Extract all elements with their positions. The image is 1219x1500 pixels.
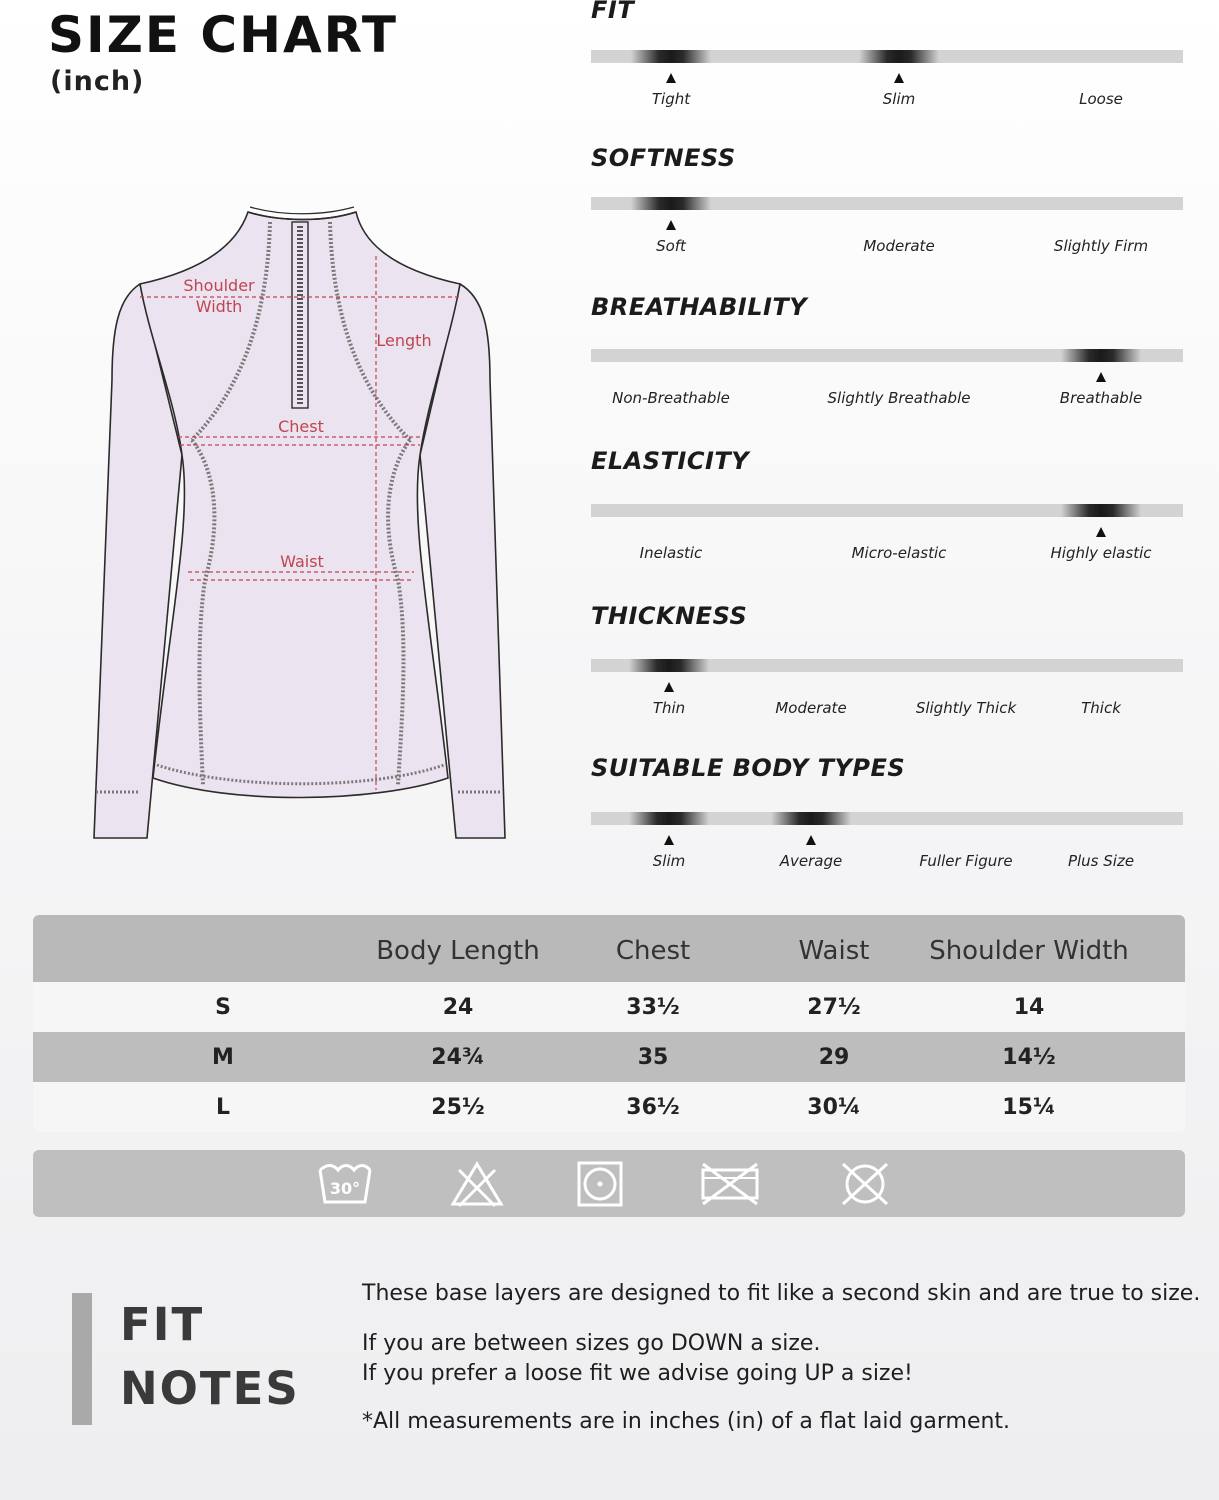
fit-notes-title-line2: NOTES: [120, 1362, 300, 1415]
scale-title: FIT: [591, 0, 635, 24]
table-cell: 33½: [626, 994, 680, 1020]
arrow-up-icon: [666, 220, 676, 230]
scale-option-label: Slim: [882, 90, 916, 108]
table-cell: 15¼: [1002, 1094, 1056, 1120]
scale-option-label: Thick: [1081, 699, 1121, 717]
table-header-waist: Waist: [798, 935, 870, 966]
scale-title: SUITABLE BODY TYPES: [591, 754, 906, 782]
shoulder-label-2: Width: [195, 297, 243, 316]
scale-option-label: Plus Size: [1067, 852, 1135, 870]
scale-title: ELASTICITY: [591, 447, 750, 475]
table-row: [33, 1082, 1185, 1132]
table-cell: 24: [442, 994, 474, 1020]
table-cell: 14½: [1002, 1044, 1056, 1070]
size-cell: M: [212, 1044, 234, 1070]
scale-option-label: Thin: [652, 699, 686, 717]
table-row: [33, 1032, 1185, 1082]
size-cell: L: [215, 1094, 231, 1120]
scale-selected-marker: [629, 659, 709, 672]
scale-selected-marker: [629, 812, 709, 825]
scale-option-label: Moderate: [775, 699, 847, 717]
chest-label: Chest: [278, 417, 324, 436]
table-cell: 36½: [626, 1094, 680, 1120]
table-header-row: [33, 915, 1185, 982]
scale-selected-marker: [1061, 349, 1141, 362]
shoulder-label-1: Shoulder: [183, 276, 255, 295]
fit-note-2: If you are between sizes go DOWN a size.: [362, 1331, 821, 1356]
scale-selected-marker: [631, 197, 711, 210]
fit-note-1: These base layers are designed to fit like a second skin and are true to size.: [362, 1281, 1201, 1306]
table-cell: 24¾: [431, 1044, 485, 1070]
arrow-up-icon: [664, 682, 674, 692]
table-cell: 35: [637, 1044, 669, 1070]
scale-option-label: Moderate: [863, 237, 935, 255]
fit-note-4: *All measurements are in inches (in) of a flat laid garment.: [362, 1409, 1011, 1434]
wash-30-icon: [315, 1160, 375, 1208]
garment-illustration: [80, 195, 520, 855]
arrow-up-icon: [806, 835, 816, 845]
scale-title: SOFTNESS: [591, 144, 736, 172]
waist-label: Waist: [280, 552, 324, 571]
fit-note-3: If you prefer a loose fit we advise going UP a size!: [362, 1361, 913, 1386]
table-cell: 14: [1013, 994, 1045, 1020]
size-table: [33, 915, 1185, 1132]
table-cell: 27½: [807, 994, 861, 1020]
arrow-up-icon: [1096, 372, 1106, 382]
collar-band: [250, 207, 354, 214]
do-not-bleach-icon: [447, 1160, 507, 1208]
table-row: [33, 982, 1185, 1032]
size-cell: S: [215, 994, 231, 1020]
unit-label: (inch): [50, 66, 145, 97]
scale-option-label: Tight: [651, 90, 691, 108]
tumble-dry-icon: [570, 1160, 630, 1208]
scale-option-label: Breathable: [1059, 389, 1143, 407]
scale-option-label: Non-Breathable: [612, 389, 730, 407]
fit-notes-accent-bar: [72, 1293, 92, 1425]
do-not-wring-icon: [700, 1160, 760, 1208]
table-header-body-length: Body Length: [376, 935, 540, 966]
table-header-chest: Chest: [615, 935, 691, 966]
scale-option-label: Inelastic: [639, 544, 703, 562]
scale-option-label: Micro-elastic: [851, 544, 947, 562]
care-instructions: [33, 1150, 1185, 1217]
scale-option-label: Highly elastic: [1050, 544, 1152, 562]
scale-selected-marker: [1061, 504, 1141, 517]
scale-option-label: Loose: [1079, 90, 1123, 108]
arrow-up-icon: [1096, 527, 1106, 537]
scale-option-label: Slightly Breathable: [827, 389, 971, 407]
table-header-size: [103, 915, 343, 982]
scale-option-label: Slim: [652, 852, 686, 870]
table-cell: 30¼: [807, 1094, 861, 1120]
scale-option-label: Slightly Firm: [1053, 237, 1149, 255]
fit-notes-title-line1: FIT: [120, 1298, 205, 1351]
do-not-dry-clean-icon: [835, 1160, 895, 1208]
scale-title: THICKNESS: [591, 602, 748, 630]
table-cell: 25½: [431, 1094, 485, 1120]
table-cell: 29: [818, 1044, 850, 1070]
scale-option-label: Soft: [656, 237, 686, 255]
scale-option-label: Fuller Figure: [919, 852, 1013, 870]
scale-option-label: Slightly Thick: [915, 699, 1017, 717]
wash-temp-label: 30°: [329, 1179, 361, 1198]
page-title: SIZE CHART: [48, 6, 399, 64]
scale-option-label: Average: [779, 852, 843, 870]
length-label: Length: [376, 331, 432, 350]
arrow-up-icon: [664, 835, 674, 845]
table-header-shoulder-width: Shoulder Width: [929, 935, 1129, 966]
scale-title: BREATHABILITY: [591, 293, 808, 321]
scale-selected-marker: [771, 812, 851, 825]
